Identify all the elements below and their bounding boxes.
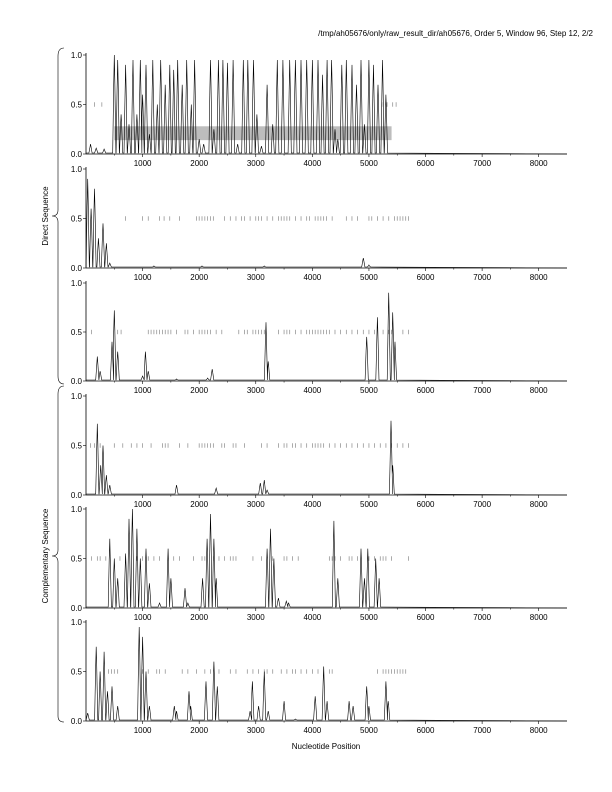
direct-bracket — [52, 48, 64, 384]
y-tick-label: 0.0 — [70, 717, 82, 726]
x-tick-label: 3000 — [246, 613, 265, 622]
direct-sequence-label: Direct Sequence — [41, 186, 50, 246]
x-tick-label: 4000 — [303, 386, 322, 395]
x-tick-label: 6000 — [416, 726, 435, 735]
figure-header: /tmp/ah05676/only/raw_result_dir/ah05676, Order 5, Window 96, Step 12, 2/2 — [318, 29, 593, 38]
x-tick-label: 2000 — [190, 500, 209, 509]
x-tick-label: 8000 — [529, 726, 548, 735]
x-tick-label: 1000 — [133, 613, 152, 622]
y-tick-label: 0.5 — [70, 667, 82, 677]
x-tick-label: 4000 — [303, 159, 322, 168]
y-tick-label: 1.0 — [70, 618, 82, 627]
series-line — [86, 627, 567, 721]
y-tick-label: 1.0 — [70, 505, 82, 514]
x-tick-label: 7000 — [473, 386, 492, 395]
x-tick-label: 8000 — [529, 613, 548, 622]
x-tick-label: 5000 — [360, 726, 378, 735]
series-line — [86, 179, 567, 268]
group-brackets — [41, 48, 64, 722]
x-tick-label: 6000 — [416, 273, 435, 282]
y-tick-label: 0.0 — [70, 491, 82, 500]
x-tick-label: 7000 — [473, 273, 492, 282]
y-tick-label: 0.0 — [70, 264, 82, 273]
x-tick-label: 3000 — [246, 726, 265, 735]
x-tick-label: 6000 — [416, 159, 435, 168]
x-tick-label: 8000 — [529, 500, 548, 509]
x-tick-label: 1000 — [133, 726, 152, 735]
panel-4 — [71, 392, 567, 509]
x-tick-label: 1000 — [133, 273, 152, 282]
x-tick-label: 2000 — [190, 159, 209, 168]
complementary-sequence-label: Complementary Sequence — [41, 508, 50, 604]
y-tick-label: 0.5 — [70, 100, 82, 110]
x-tick-label: 3000 — [246, 159, 265, 168]
x-tick-label: 8000 — [529, 159, 548, 168]
x-tick-label: 5000 — [360, 500, 378, 509]
y-tick-label: 0.0 — [70, 377, 82, 386]
y-tick-label: 0.5 — [70, 441, 82, 451]
x-tick-label: 7000 — [473, 726, 492, 735]
x-tick-label: 4000 — [303, 613, 322, 622]
series-line — [86, 421, 567, 495]
x-tick-label: 8000 — [529, 273, 548, 282]
panel-5 — [71, 505, 567, 622]
x-tick-label: 3000 — [246, 386, 265, 395]
x-tick-label: 5000 — [360, 386, 378, 395]
x-tick-label: 1000 — [133, 159, 152, 168]
y-tick-label: 1.0 — [70, 51, 82, 60]
x-tick-label: 5000 — [360, 273, 378, 282]
y-tick-label: 1.0 — [70, 165, 82, 174]
x-tick-label: 2000 — [190, 386, 209, 395]
x-tick-label: 7000 — [473, 159, 492, 168]
complementary-bracket — [52, 386, 64, 722]
y-tick-label: 0.0 — [70, 150, 82, 159]
x-tick-label: 5000 — [360, 159, 378, 168]
x-tick-label: 2000 — [190, 613, 209, 622]
x-tick-label: 3000 — [246, 500, 265, 509]
x-tick-label: 4000 — [303, 726, 322, 735]
x-tick-label: 2000 — [190, 726, 209, 735]
x-tick-label: 6000 — [416, 613, 435, 622]
y-tick-label: 0.5 — [70, 214, 82, 224]
x-tick-label: 1000 — [133, 500, 152, 509]
panel-1 — [71, 51, 567, 168]
x-tick-label: 2000 — [190, 273, 209, 282]
x-tick-label: 5000 — [360, 613, 378, 622]
y-tick-label: 0.5 — [70, 328, 82, 337]
x-tick-label: 6000 — [416, 500, 435, 509]
x-tick-label: 7000 — [473, 500, 492, 509]
x-tick-label: 4000 — [303, 500, 322, 509]
y-tick-label: 1.0 — [70, 392, 82, 401]
x-tick-label: 8000 — [529, 386, 548, 395]
x-axis-title: Nucleotide Position — [291, 742, 361, 751]
series-line — [86, 509, 567, 608]
y-tick-label: 1.0 — [70, 279, 82, 288]
x-tick-label: 3000 — [246, 273, 265, 282]
panel-3 — [71, 279, 567, 395]
x-tick-label: 6000 — [416, 386, 435, 395]
panel-2 — [71, 165, 567, 282]
panels-container — [71, 51, 567, 735]
series-line — [86, 293, 567, 381]
x-tick-label: 7000 — [473, 613, 492, 622]
y-tick-label: 0.5 — [70, 554, 82, 564]
panel-6 — [71, 618, 567, 735]
y-tick-label: 0.0 — [70, 604, 82, 613]
x-tick-label: 1000 — [133, 386, 152, 395]
x-tick-label: 4000 — [303, 273, 322, 282]
